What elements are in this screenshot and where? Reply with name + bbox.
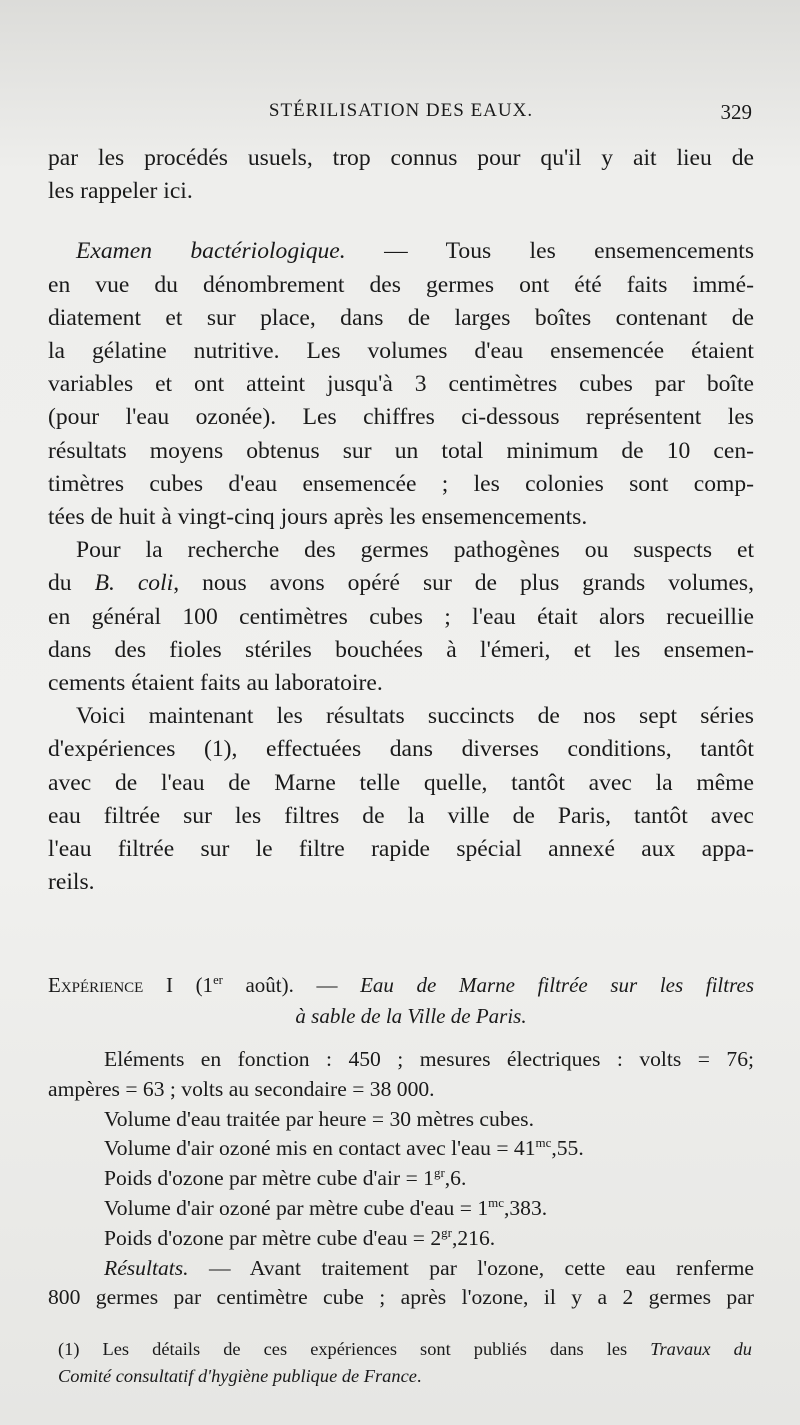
text-fragment: Volume d'air ozoné par mètre cube d'eau = 1 [104,1195,489,1220]
text-line: d'expériences (1), effectuées dans diverses conditions, tantôt [48,736,754,763]
text-line [48,970,754,1001]
page-number: 329 [720,100,752,124]
text-fragment: août). — [222,973,361,997]
experiment-data [48,1045,754,1313]
footnote-title: Travaux du [650,1339,752,1359]
text-line: variables et ont atteint jusqu'à 3 centimètres cubes par boîte [48,371,754,398]
text-fragment: du [48,570,95,597]
text-line [48,1224,754,1254]
experiment-heading [48,970,754,1032]
superscript: gr [441,1224,452,1240]
main-text [48,142,754,899]
experiment-label: Expérience [48,973,144,997]
text-fragment: ,6. [444,1166,467,1191]
text-line: 800 germes par centimètre cube ; après l'ozone, il y a 2 germes par [48,1285,754,1310]
text-fragment: . [416,1366,422,1386]
text-line: Volume d'eau traitée par heure = 30 mètres cubes. [104,1106,534,1131]
text-line: l'eau filtrée sur le filtre rapide spécial annexé aux appa- [48,836,754,863]
text-line [48,1134,754,1164]
text-fragment: ,55. [551,1136,584,1161]
text-fragment: Les détails de ces expériences sont publiés dans les [79,1339,651,1359]
section-heading: Examen bactériologique. [76,238,346,265]
text-line [48,1254,754,1284]
superscript: mc [488,1194,504,1210]
footnote-marker: (1) [58,1339,80,1359]
text-line: résultats moyens obtenus sur un total minimum de 10 cen- [48,437,754,464]
superscript: er [213,973,223,987]
text-line: avec de l'eau de Marne telle quelle, tantôt avec la même [48,769,754,796]
text-line [48,1164,754,1194]
text-line: dans des fioles stériles bouchées à l'émeri, et les ensemen- [48,636,754,663]
results-label: Résultats. [104,1255,189,1280]
text-line: en général 100 centimètres cubes ; l'eau était alors recueillie [48,603,754,630]
text-line: cements étaient faits au laboratoire. [48,670,383,697]
text-line: en vue du dénombrement des germes ont été faits immé- [48,271,754,298]
running-title: STÉRILISATION DES EAUX. [268,100,534,121]
text-line [48,567,754,600]
text-line: Voici maintenant les résultats succincts de nos sept séries [76,703,754,730]
text-fragment: Poids d'ozone par mètre cube d'eau = 2 [104,1225,442,1250]
footnote [58,1336,752,1390]
text-fragment: — Avant traitement par l'ozone, cette eau renferme [188,1255,754,1280]
text-fragment: Poids d'ozone par mètre cube d'air = 1 [104,1166,434,1191]
experiment-title: Eau de Marne filtrée sur les filtres [360,973,754,997]
text-line: par les procédés usuels, trop connus pour qu'il y ait lieu de [48,145,754,171]
superscript: mc [535,1135,552,1151]
superscript: gr [433,1165,445,1180]
footnote-title: Comité consultatif d'hygiène publique de France [58,1366,417,1386]
text-fragment: ,383. [503,1195,548,1220]
text-line: les rappeler ici. [48,178,193,205]
text-line: Eléments en fonction : 450 ; mesures électriques : volts = 76; [104,1047,754,1071]
text-fragment: — Tous les ensemencements [345,238,755,265]
text-line: tées de huit à vingt-cinq jours après les ensemencements. [48,504,588,531]
paragraph-4 [48,700,754,899]
text-line: (pour l'eau ozonée). Les chiffres ci-dessous représentent les [48,404,754,431]
text-line: la gélatine nutritive. Les volumes d'eau ensemencée étaient [48,338,754,365]
text-fragment: , nous avons opéré sur de plus grands volumes, [173,570,754,597]
species-name: B. coli [94,570,174,597]
paragraph-1 [48,142,754,208]
experiment-title-line-2: à sable de la Ville de Paris. [295,1004,527,1028]
text-fragment: Volume d'air ozoné mis en contact avec l'eau = 41 [104,1136,536,1161]
text-fragment: I (1 [165,973,214,997]
paragraph-2 [48,235,754,534]
text-line: eau filtrée sur les filtres de la ville de Paris, tantôt avec [48,802,754,829]
text-line: diatement et sur place, dans de larges boîtes contenant de [48,304,754,331]
paragraph-3 [48,534,754,700]
text-line [48,235,754,268]
text-line: ampères = 63 ; volts au secondaire = 38 000. [48,1076,435,1101]
text-line: timètres cubes d'eau ensemencée ; les colonies sont comp- [48,470,754,497]
text-line [48,1194,754,1224]
text-line [58,1336,752,1363]
text-line [58,1363,752,1390]
text-line: reils. [48,869,95,896]
text-fragment: ,216. [451,1225,496,1250]
page-header [50,100,752,130]
text-line: Pour la recherche des germes pathogènes ou suspects et [76,537,754,564]
